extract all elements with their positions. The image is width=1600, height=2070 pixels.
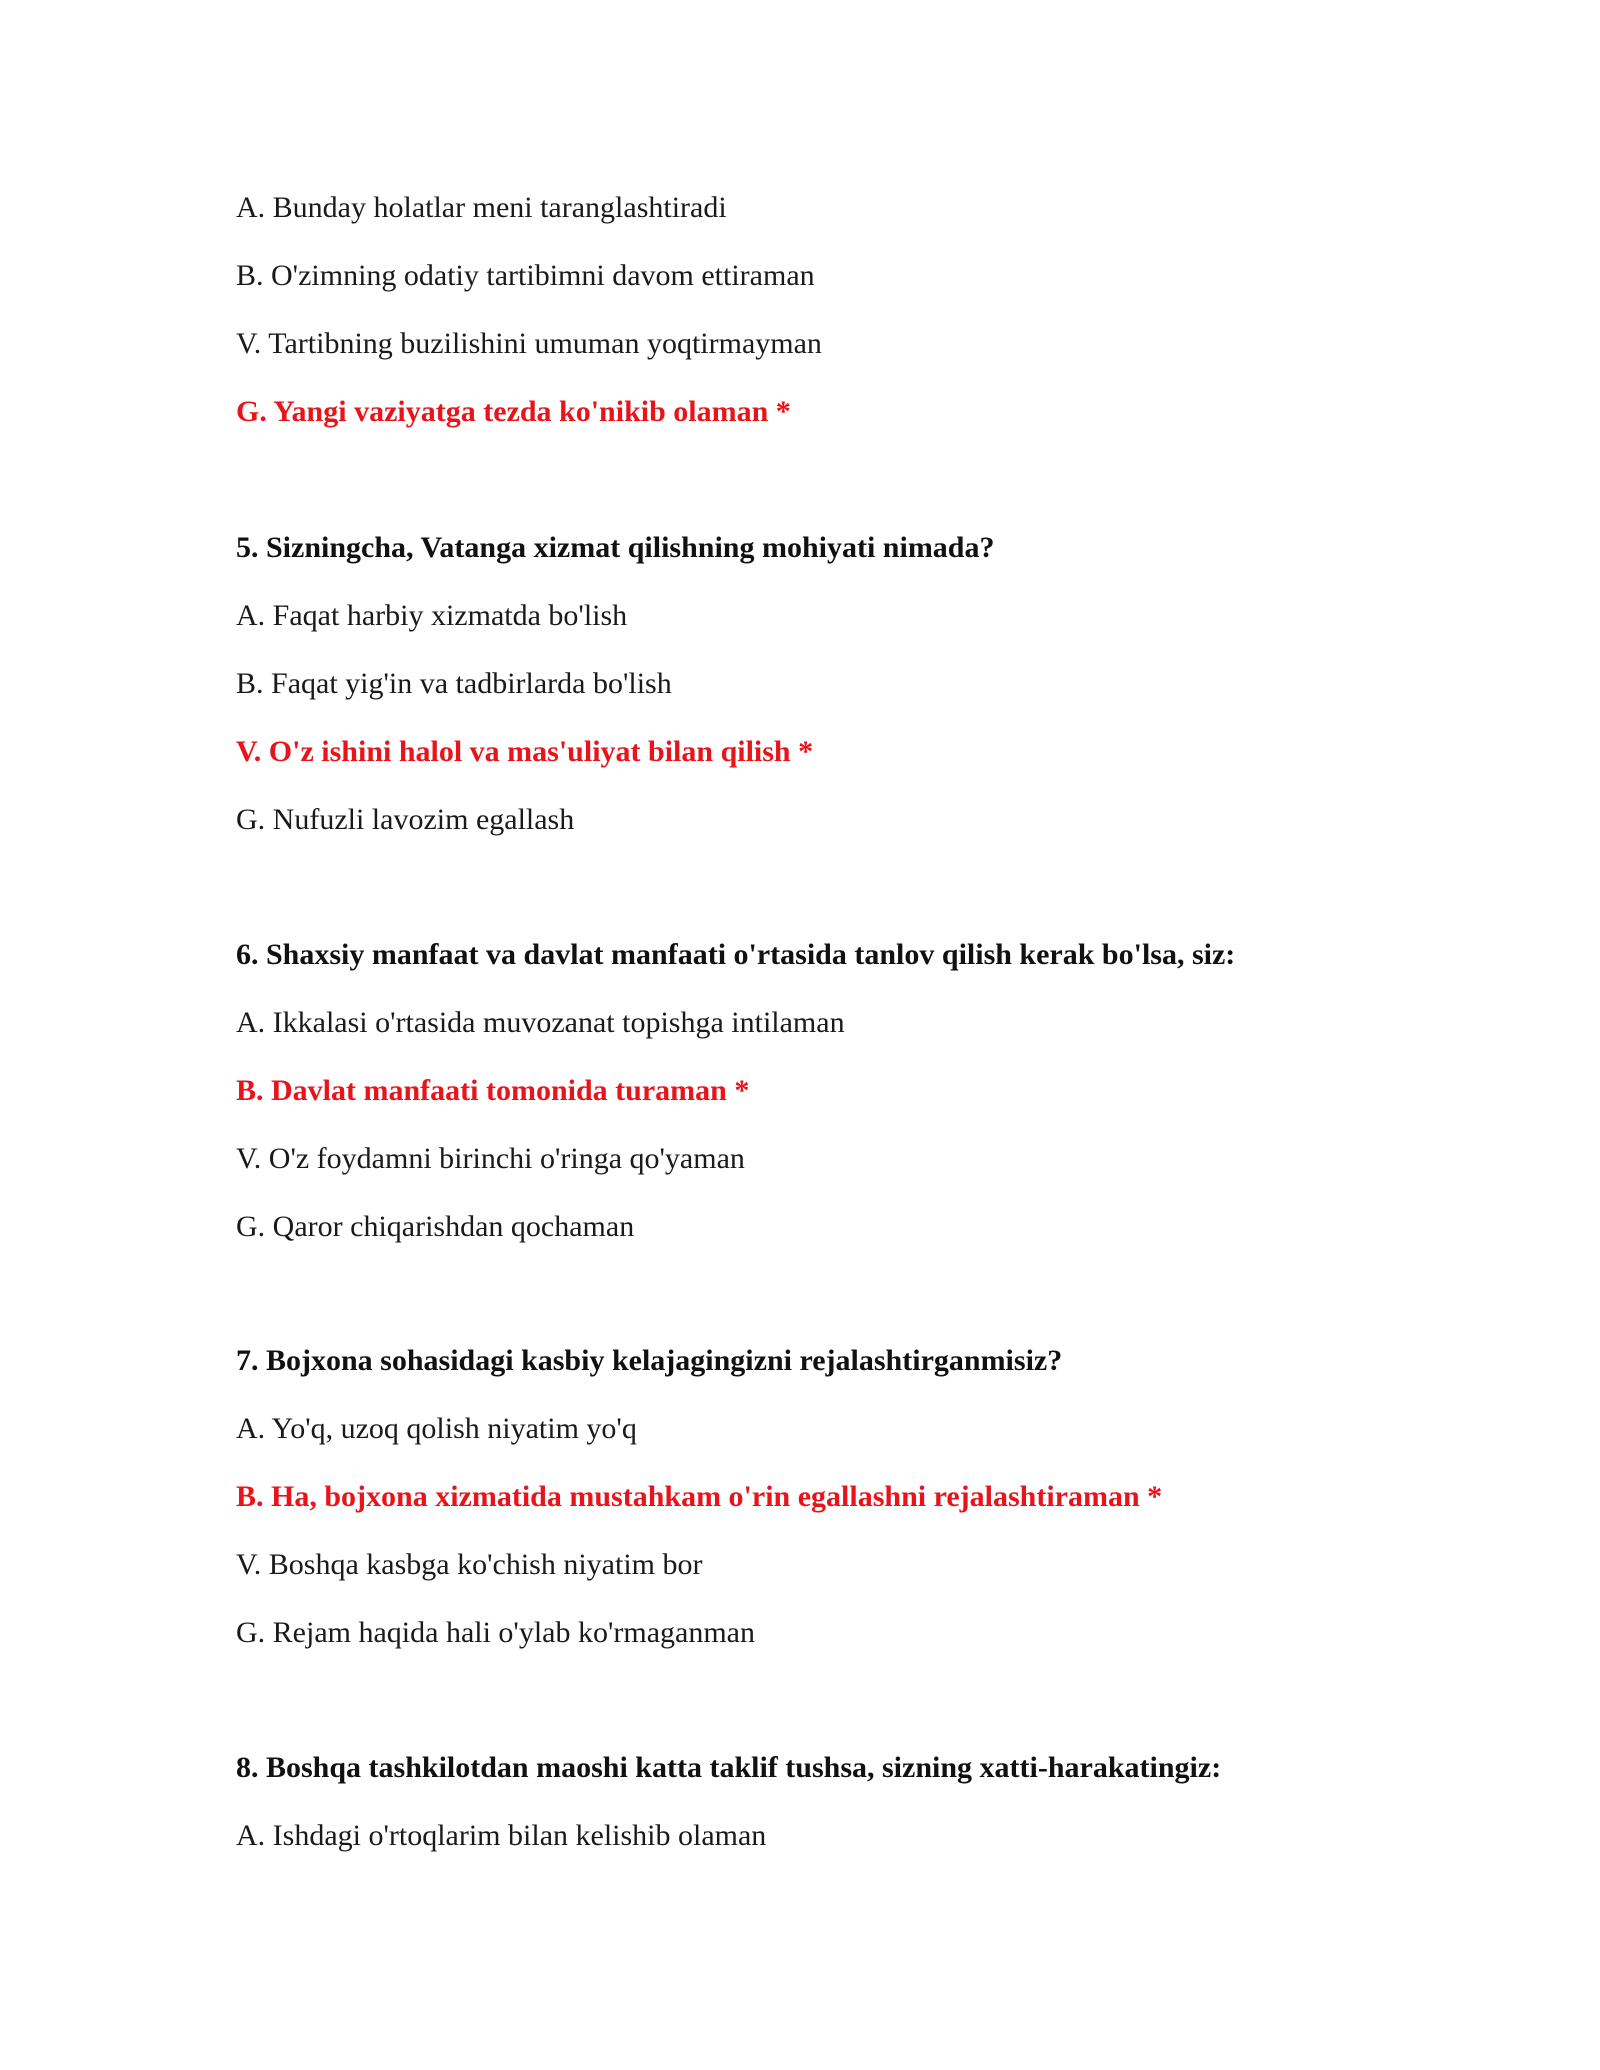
- option-5g: G. Nufuzli lavozim egallash: [236, 803, 575, 836]
- option-4v: V. Tartibning buzilishini umuman yoqtirmayman: [236, 327, 822, 360]
- option-8a: A. Ishdagi o'rtoqlarim bilan kelishib olaman: [236, 1819, 767, 1852]
- option-7a: A. Yo'q, uzoq qolish niyatim yo'q: [236, 1412, 637, 1445]
- option-5a: A. Faqat harbiy xizmatda bo'lish: [236, 599, 628, 632]
- option-6v: V. O'z foydamni birinchi o'ringa qo'yaman: [236, 1142, 745, 1175]
- option-5v-correct: V. O'z ishini halol va mas'uliyat bilan qilish *: [236, 735, 814, 768]
- question-6: 6. Shaxsiy manfaat va davlat manfaati o'rtasida tanlov qilish kerak bo'lsa, siz:: [236, 938, 1236, 971]
- option-7v: V. Boshqa kasbga ko'chish niyatim bor: [236, 1548, 703, 1581]
- option-4b: B. O'zimning odatiy tartibimni davom ettiraman: [236, 259, 815, 292]
- option-6a: A. Ikkalasi o'rtasida muvozanat topishga intilaman: [236, 1006, 845, 1039]
- question-8: 8. Boshqa tashkilotdan maoshi katta taklif tushsa, sizning xatti-harakatingiz:: [236, 1751, 1222, 1784]
- option-6g: G. Qaror chiqarishdan qochaman: [236, 1210, 635, 1243]
- option-4a: A. Bunday holatlar meni taranglashtiradi: [236, 191, 727, 224]
- option-5b: B. Faqat yig'in va tadbirlarda bo'lish: [236, 667, 672, 700]
- option-4g-correct: G. Yangi vaziyatga tezda ko'nikib olaman *: [236, 395, 791, 428]
- option-7g: G. Rejam haqida hali o'ylab ko'rmaganman: [236, 1616, 755, 1649]
- question-7: 7. Bojxona sohasidagi kasbiy kelajagingizni rejalashtirganmisiz?: [236, 1344, 1063, 1377]
- option-7b-correct: B. Ha, bojxona xizmatida mustahkam o'rin egallashni rejalashtiraman *: [236, 1480, 1163, 1513]
- question-5: 5. Sizningcha, Vatanga xizmat qilishning mohiyati nimada?: [236, 531, 995, 564]
- option-6b-correct: B. Davlat manfaati tomonida turaman *: [236, 1074, 750, 1107]
